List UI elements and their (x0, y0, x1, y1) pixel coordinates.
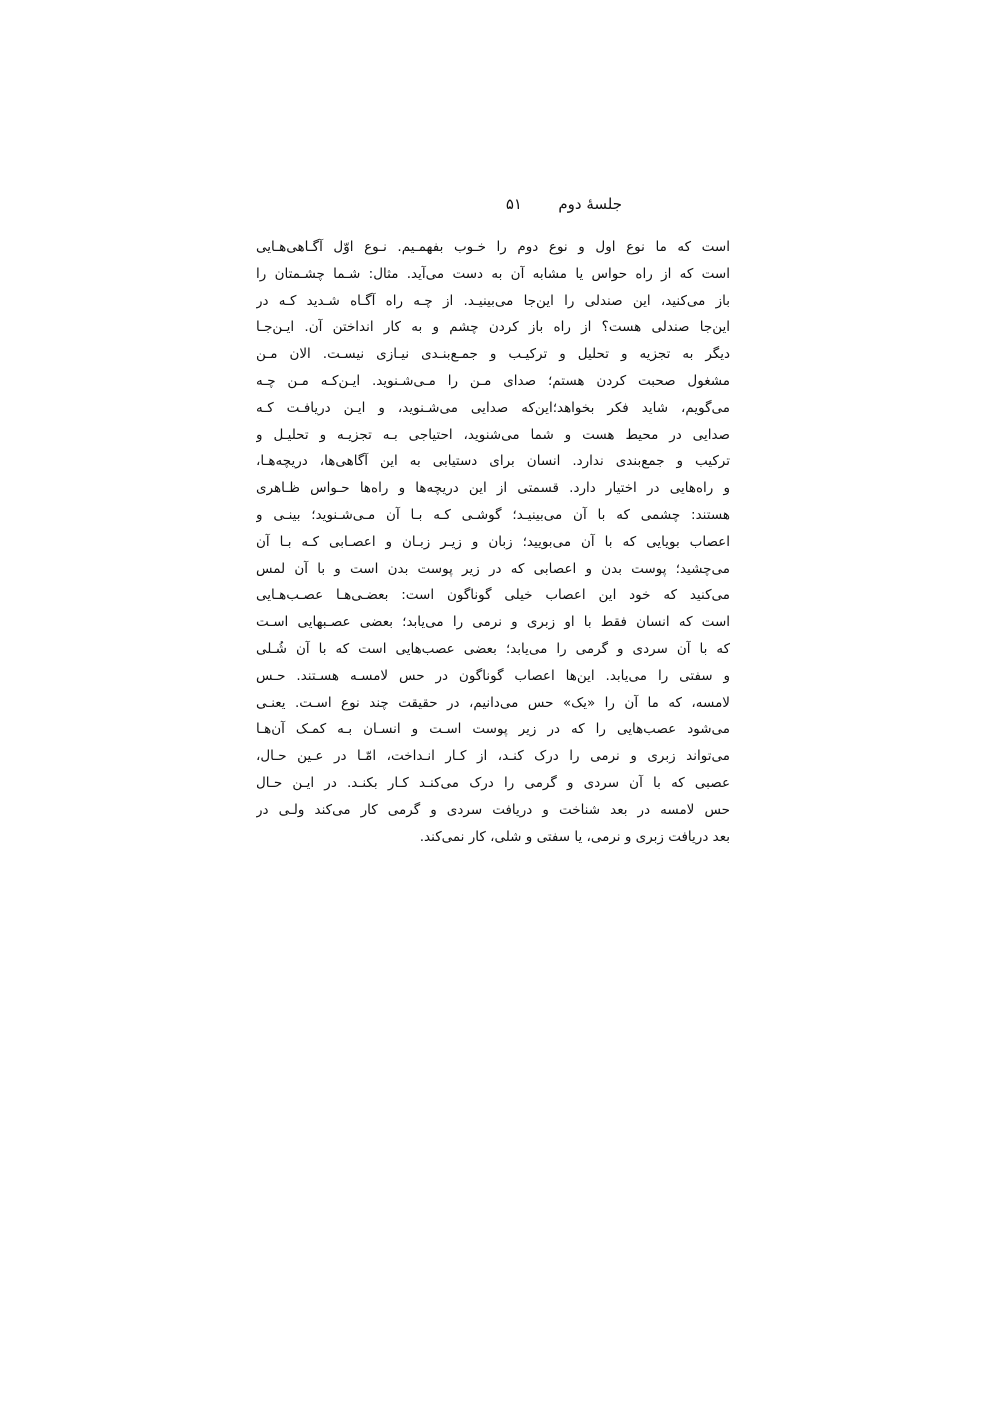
text-line: می‌تواند زبری و نرمی را درک کنـد، از کـار انـداخت، امّـا در عـین حـال، (256, 748, 730, 765)
text-line: می‌شود عصب‌هایی را که در زیر پوست اسـت و انسـان بـه کمـک آن‌هـا (256, 721, 730, 738)
text-line: می‌گویم، شاید فکر بخواهد؛این‌که صدایی می‌شـنوید، و ایـن دریافـت کـه (256, 399, 730, 416)
text-line: حس لامسه در بعد شناخت و دریافت سردی و گرمی کار می‌کند ولـی در (256, 801, 730, 818)
text-line: این‌جا صندلی هست؟ از راه باز کردن چشم و به کار انداختن آن. ایـن‌جـا (256, 319, 730, 336)
text-line: لامسه، که ما آن را «یک» حس می‌دانیم، در حقیقت چند نوع اسـت. یعنـی (256, 694, 730, 711)
text-line: که با آن سردی و گرمی را می‌یابد؛ بعضی عصب‌هایی است که با آن شُـلی (256, 640, 730, 657)
text-line: صدایی در محیط هست و شما می‌شنوید، احتیاجی بـه تجزیـه و تحلیـل و (256, 426, 730, 443)
text-line: باز می‌کنید، این صندلی را این‌جا می‌بینیـد. از چـه راه آگـاه شـدید کـه در (256, 292, 730, 309)
running-head (252, 192, 732, 216)
text-line: مشغول صحبت کردن هستم؛ صدای مـن را مـی‌شـنوید. ایـن‌کـه مـن چـه (256, 372, 730, 389)
text-line: عصبی که با آن سردی و گرمی را درک می‌کنـد کـار بکنـد. در ایـن حـال (256, 774, 730, 791)
chapter-title: جلسهٔ دوم (558, 195, 622, 213)
text-line: بعد دریافت زبری و نرمی، یا سفتی و شلی، کار نمی‌کند. (419, 828, 730, 845)
text-line: و راه‌هایی در اختیار دارد. قسمتی از این دریچه‌ها و راه‌ها حـواس ظـاهری (256, 480, 730, 497)
text-line: اعصاب بویایی که با آن می‌بویید؛ زبان و زیـر زبـان و اعصـابی کـه بـا آن (256, 533, 730, 550)
text-line: می‌چشید؛ پوست بدن و اعصابی که در زیر پوست بدن است و با آن لمس (256, 560, 730, 577)
text-line: است که از راه حواس یا مشابه آن به دست می‌آید. مثال: شـما چشـمتان را (256, 265, 730, 282)
text-line: و سفتی را می‌یابد. این‌ها اعصاب گوناگون در حس لامسـه هسـتند. حـس (256, 667, 730, 684)
body-paragraph (256, 234, 730, 850)
text-line: دیگر به تجزیه و تحلیل و ترکیـب و جمـع‌بنـدی نیـازی نیسـت. الان مـن (256, 346, 730, 363)
text-line: ترکیب و جمع‌بندی ندارد. انسان برای دستیابی به این آگاهی‌ها، دریچه‌هـا، (256, 453, 730, 470)
text-line: هستند: چشمی که با آن می‌بینیـد؛ گوشـی کـه بـا آن مـی‌شـنوید؛ بینـی و (256, 506, 730, 523)
text-line: است که ما نوع اول و نوع دوم را خـوب بفهمـیم. نـوع اوّل آگـاهی‌هـایی (256, 239, 730, 255)
text-line: است که انسان فقط با او زبری و نرمی را می‌یابد؛ بعضی عصـبهایی اسـت (256, 614, 730, 631)
text-line: می‌کنید که خود این اعصاب خیلی گوناگون است: بعضـی‌هـا عصـب‌هـایی (256, 587, 730, 604)
page-number: ۵۱ (505, 195, 522, 213)
